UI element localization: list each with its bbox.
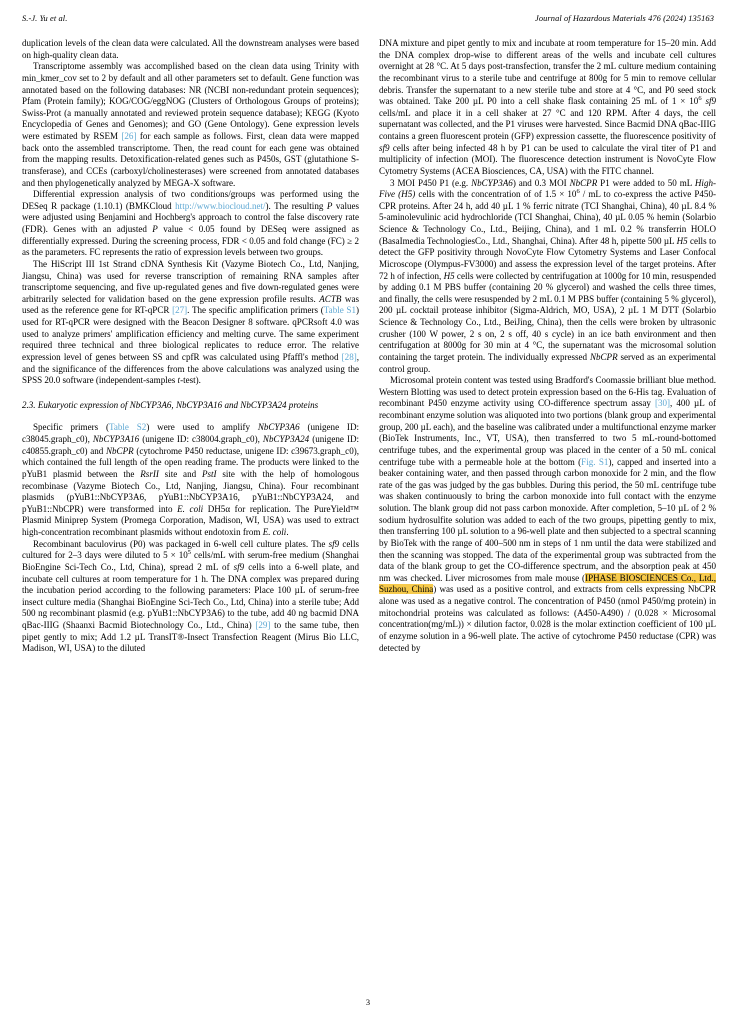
italic-term: sf9 — [705, 96, 717, 107]
text-run: cells were collected by centrifugation at 1000g for 10 min, resuspended by adding 0.1 M PBS buffer (containing 20 % glycerol) and washed the cells three times, and finally, the cells were resuspended by 2 mL 0.1 M PBS buffer (containing 5 % glycerol), 200 µL cocktail protease inhibitor (Sigma-Aldrich, MO, USA), 2 µL 1 M DTT (Solarbio Science & Technology Co., Ltd., BeiJing, China), then the cells were broken by ultrasonic crusher (100 W power, 2 s on, 2 s off, 40 s cycle) in an ice bath environment and then centrifugation at 8000g for 30 min at 4 °C, the supernatant was the microsomal solution containing the target protein. The individually expressed — [379, 270, 716, 362]
text-run: ) were used to amplify — [146, 422, 258, 433]
italic-term: PstI — [201, 468, 217, 479]
text-run: cells/mL with serum-free medium (Shanghai BioEngine Sci-Tech Co., Ltd, China), spread 2 mL of — [22, 550, 359, 572]
text-run: ) was used as a positive control, and extracts from cells expressing NbCPR alone was used as a negative control. The concentration of P450 (nmol P450/mg protein) in mitochondrial proteins was calculated as follows: (A450-A490) / (0.028 × Microsomal concentration(mg/mL)) × dilution factor, 0.028 is the molar extinction coefficient of 100 µL of enzyme solution in a 96-well plate. The active of cytochrome P450 reductase (CPR) was detected by — [379, 584, 716, 653]
text-run: DH5α for replication. The PureYield™ Plasmid Miniprep System (Promega Corporation, Madison, WI, USA) was used to extract high-concentration recombinant plasmids without endotoxin from — [22, 503, 359, 537]
text-run: for each sample as follows. First, clean data were mapped back onto the assembled transcriptome. Then, the read count for each gene was obtained from the mapping results. Detoxification-related genes such as P450s, GST (glutathione S-transferase), and CCEs (carboxyl/cholinesterases) were screened from annotated databases and then phylogenetically analyzed by MEGA-X software. — [22, 131, 359, 188]
text-run: . The specific amplification primers ( — [187, 305, 324, 316]
italic-term: NbCYP3A24 — [262, 434, 310, 444]
text-run: 3 MOI P450 P1 (e.g. — [390, 177, 472, 188]
text-run: was used as the reference gene for RT-qPCR — [22, 293, 360, 316]
body-paragraph — [22, 61, 359, 189]
text-run: values were adjusted using Benjamini and Hochberg's approach to control the false discovery rate (FDR). Genes with an adjusted — [22, 200, 360, 234]
citation-link[interactable]: [26] — [121, 131, 137, 141]
body-paragraph — [22, 189, 359, 259]
text-run: ). The resulting — [265, 200, 327, 211]
italic-term: RsrII — [140, 468, 159, 479]
body-paragraph — [379, 178, 716, 376]
text-run: cells to detect the GFP positivity through NovoCyte Flow Cytometry Systems and Laser Confocal Microscope (Olympus-FV3000) and assess the expression level of the target proteins. After 72 h of infection, — [379, 235, 716, 281]
text-run: (unigene ID: c38045.graph_c0), — [22, 422, 359, 444]
text-run: cells into a 6-well plate, and incubate cell cultures at room temperature for 1 h. The DNA complex was prepared during the incubation period according to the following parameters: Place 100 µL of serum-free insect culture media (Shanghai BioEngine Sci-Tech Co., Ltd, China) into a sterile tube; Add 500 ng recombinant plasmid (e.g. pYuB1::NbCYP3A6) to the tube, add 40 ng bacmid DNA qBac-IIIG (Shaanxi Bacmid Biotechnology Co., Ltd., China) — [22, 561, 359, 630]
italic-term: E. coli — [177, 503, 204, 514]
text-run: / mL to co-express the active P450-CPR proteins. After 24 h, add 40 µL 1 % ferric nitrate (TCI Shanghai, China), 40 µL 8.4 % 5-aminolevulinic acid hydrochloride (TCI Shanghai, China), 40 µL 0.05 % hemin (Solarbio Science & Technology Co., Ltd., Beijing, China), and 1 mL 0.2 % transferrin HOLO (BasaImedia TechnologiesCo., Ltd., Shanghai, China). After 48 h, pipette 500 µL — [379, 189, 716, 246]
body-paragraph — [379, 38, 716, 178]
cross-reference-link[interactable]: Table S1 — [323, 305, 356, 316]
text-run: value < 0.05 found by DESeq were assigned as differentially expressed. During the screening process, FDR < 0.05 and fold change (FC) ≥ 2 as the parameters. FC represents the ratio of expression levels between two groups. — [22, 224, 360, 258]
body-paragraph — [22, 539, 359, 655]
citation-link[interactable]: [27] — [172, 305, 188, 316]
superscript: 6 — [698, 95, 702, 103]
italic-term: NbCPR — [589, 351, 618, 362]
italic-term: E. coli — [262, 527, 287, 537]
cross-reference-link[interactable]: Table S2 — [108, 422, 147, 433]
text-run: and — [222, 399, 241, 410]
text-run: ), capped and inserted into a beaker containing water, and then passed through carbon monoxide for 2 min, and the flow rate of the gas was judged by the gas bubbles. During this period, the 50 mL centrifuge tube was shaken continuously to bring the carbon monoxide into full contact with the enzyme solution. The blank group did not pass carbon monoxide. After completion, 5–10 µL of 2 % sodium hydrosulfite solution was added to each of the two groups, pipetting gently to mix, then transferring 100 µL solution to a 96-well plate and then subjected to a spectral scanning by BioTek with the range of 400–500 nm in steps of 1 nm until the data were stabilized and then the scanning was stopped. The data of the experimental group was subtracted from the data of the blank group to get the CO-difference spectrum, and the absorption peak at 450 nm was checked. Liver microsomes from male mouse ( — [379, 456, 716, 583]
cross-reference-link[interactable]: Fig. S1 — [581, 456, 609, 467]
two-column-body — [22, 38, 717, 655]
text-run: Specific primers ( — [33, 422, 109, 433]
italic-term: H5 — [443, 270, 455, 281]
italic-term: P — [152, 224, 158, 234]
text-run: site and — [158, 468, 202, 479]
running-head-journal: Journal of Hazardous Materials 476 (2024) 135163 — [535, 14, 714, 23]
text-run: Microsomal protein content was tested using Bradford's Coomassie brilliant blue method. Western Blotting was used to detect protein expression based on the 6-His tag. Evaluation of recombinant P450 enzyme activity using CO-difference spectrum assay — [379, 375, 716, 409]
body-paragraph — [379, 375, 716, 654]
body-paragraph — [22, 38, 359, 61]
italic-term: NbCYP3A16 — [92, 434, 140, 444]
text-run: ) and 0.3 MOI — [512, 177, 570, 188]
highlighted-text: IPHASE BIOSCIENCES Co., Ltd., Suzhou, China — [379, 572, 716, 595]
text-run: cells cultured for 2–3 days were diluted to 5 × 10 — [22, 538, 359, 561]
text-run: . — [286, 527, 289, 537]
text-run: 2.3. Eukaryotic expression of — [22, 399, 130, 410]
italic-term: H5 — [676, 235, 688, 246]
citation-link[interactable]: [28] — [341, 351, 357, 362]
italic-term: sf9 — [233, 561, 245, 572]
text-run: served as an experimental control group. — [379, 351, 716, 374]
text-run: duplication levels of the clean data were calculated. All the downstream analyses were based on high-quality clean data. — [22, 38, 359, 60]
italic-term: sf9 — [328, 538, 340, 549]
text-run: (cytochrome P450 reductase, unigene ID: c39673.graph_c0), which contained the full length of the open reading frame. The products were linked to the pYuB1 plasmid between the — [22, 445, 359, 479]
text-run: Transcriptome assembly was accomplished based on the clean data using Trinity with min_kmer_cov set to 2 by default and all other parameters set to default. Gene function was annotated based on the following databases: NR (NCBI non-redundant protein sequences); Pfam (Protein family); KOG/COG/eggNOG (Clusters of Orthologous Groups of proteins); Swiss-Prot (a manually annotated and reviewed protein sequence database); KEGG (Kyoto Encyclopedia of Genes and Genomes); and GO (Gene Ontology). Gene expression levels were estimated by RSEM — [22, 61, 359, 141]
italic-term: NbCYP3A6 — [471, 177, 513, 188]
italic-term: NbCPR — [106, 445, 134, 456]
cross-reference-link[interactable]: http://www.biocloud.net/ — [175, 200, 266, 211]
italic-term: NbCYP3A6 — [257, 422, 300, 433]
italic-term: ACTB — [319, 293, 342, 304]
text-run: cells with the concentration of of 1.5 × 10 — [415, 189, 577, 200]
superscript: 5 — [187, 549, 192, 557]
text-run: to the same tube, then pipet gently to mix; Add 1.2 µL TransIT®-Insect Transfection Reagent (Mirus Bio LLC, Madison, WI, USA) to the diluted — [22, 620, 359, 654]
running-head-authors: S.-J. Yu et al. — [22, 14, 68, 23]
text-run: site with the help of homologous recombinase (Vazyme Biotech Co., Ltd, Nanjing, Jiangsu, China). Four recombinant plasmids (pYuB1::NbCYP3A6, pYuB1::NbCYP3A16, pYuB1::NbCYP3A24, and pYuB1::NbCPR) were transformed into — [22, 468, 359, 514]
text-run: , 400 µL of recombinant enzyme solution was aliquoted into two portions (blank group and experimental group, 200 µL each), and the baseline was calibrated under a multifunctional enzyme marker (BioTek Instruments, Inc., VT, USA), then transferred to two 5 mL-round-bottomed centrifuge tubes, and the experimental group was placed in the center of a 50 mL conical centrifuge tube with a permeable hole at the bottom ( — [379, 398, 716, 467]
text-run: , and the significance of the differences from the above calculations was analyzed using the SPSS 20.0 software (independent-samples — [22, 351, 359, 386]
italic-term: NbCPR — [569, 177, 598, 188]
text-run: P1 were added to 50 mL — [597, 177, 695, 188]
text-run: proteins — [286, 399, 319, 410]
section-heading — [22, 400, 359, 412]
text-run: -test). — [180, 375, 201, 386]
italic-term: NbCYP3A6, NbCYP3A16 — [129, 399, 223, 410]
text-run: (unigene ID: c40855.graph_c0) and — [22, 434, 359, 456]
text-run: Recombinant baculovirus (P0) was packaged in 6-well cell culture plates. The — [33, 538, 329, 549]
italic-term: NbCYP3A24 — [240, 399, 287, 410]
left-column — [22, 38, 359, 655]
page-folio: 3 — [365, 998, 371, 1007]
italic-term: t — [177, 375, 181, 386]
italic-term: High-Five (H5) — [379, 177, 716, 200]
text-run: The HiScript III 1st Strand cDNA Synthesis Kit (Vazyme Biotech Co., Ltd, Nanjing, Jiangsu, China) was used for reverse transcription of remaining RNA samples after transcriptome sequencing, and five up-regulated genes and five down-regulated genes were arbitrarily selected for validation based on the gene expression profile results. — [22, 258, 359, 304]
text-run: ) used for RT-qPCR were designed with the Beacon Designer 8 software. qPCRsoft 4.0 was used to analyze primers' amplification efficiency and melting curve. The same experiment required three technical and three biological replicates to reduce error. The relative expression level of genes between SS and cpfR was calculated using Pfaffl's method — [22, 305, 360, 362]
text-run: DNA mixture and pipet gently to mix and incubate at room temperature for 15–20 min. Add the DNA complex drop-wise to different areas of the wells and incubate cell cultures overnight at 28 °C. At 5 days post-transfection, transfer the 2 mL culture medium containing the recombinant virus to a sterile tube and centrifuge at 800g for 5 min to remove cellular debris. Transfer the supernatant to a new sterile tube and store at 4 °C, and P0 seed stock was obtained. Take 200 µL P0 into a cell shake flask containing 25 mL of 1 × 10 — [379, 38, 716, 107]
text-run: Differential expression analysis of two conditions/groups was performed using the DESeq R package (1.10.1) (BMKCloud — [22, 189, 359, 211]
running-head — [22, 14, 714, 25]
citation-link[interactable]: [30] — [654, 398, 671, 409]
text-run: cells after being infected 48 h by P1 can be used to calculate the viral titer of P1 and multiplicity of infection (MOI). The fluorescence detection instrument is NovoCyte Flow Cytometry Systems (ACEA Biosciences, CA, USA) with the FITC channel. — [379, 142, 716, 176]
italic-term: sf9 — [379, 142, 390, 153]
italic-term: P — [326, 200, 333, 211]
body-paragraph — [22, 259, 359, 387]
body-paragraph — [22, 422, 359, 538]
text-run: cells/mL and place it in a cell shaker at 27 °C and 120 RPM. After 4 days, the cell supernatant was collected, and the P1 viruses were harvested. Since Bacmid DNA qBac-IIIG contains a green fluorescent protein (GFP) expression cassette, the fluorescence positivity of — [379, 107, 716, 141]
superscript: 6 — [576, 188, 580, 196]
citation-link[interactable]: [29] — [255, 620, 271, 630]
right-column — [379, 38, 716, 654]
text-run: (unigene ID: c38004.graph_c0), — [139, 434, 263, 444]
